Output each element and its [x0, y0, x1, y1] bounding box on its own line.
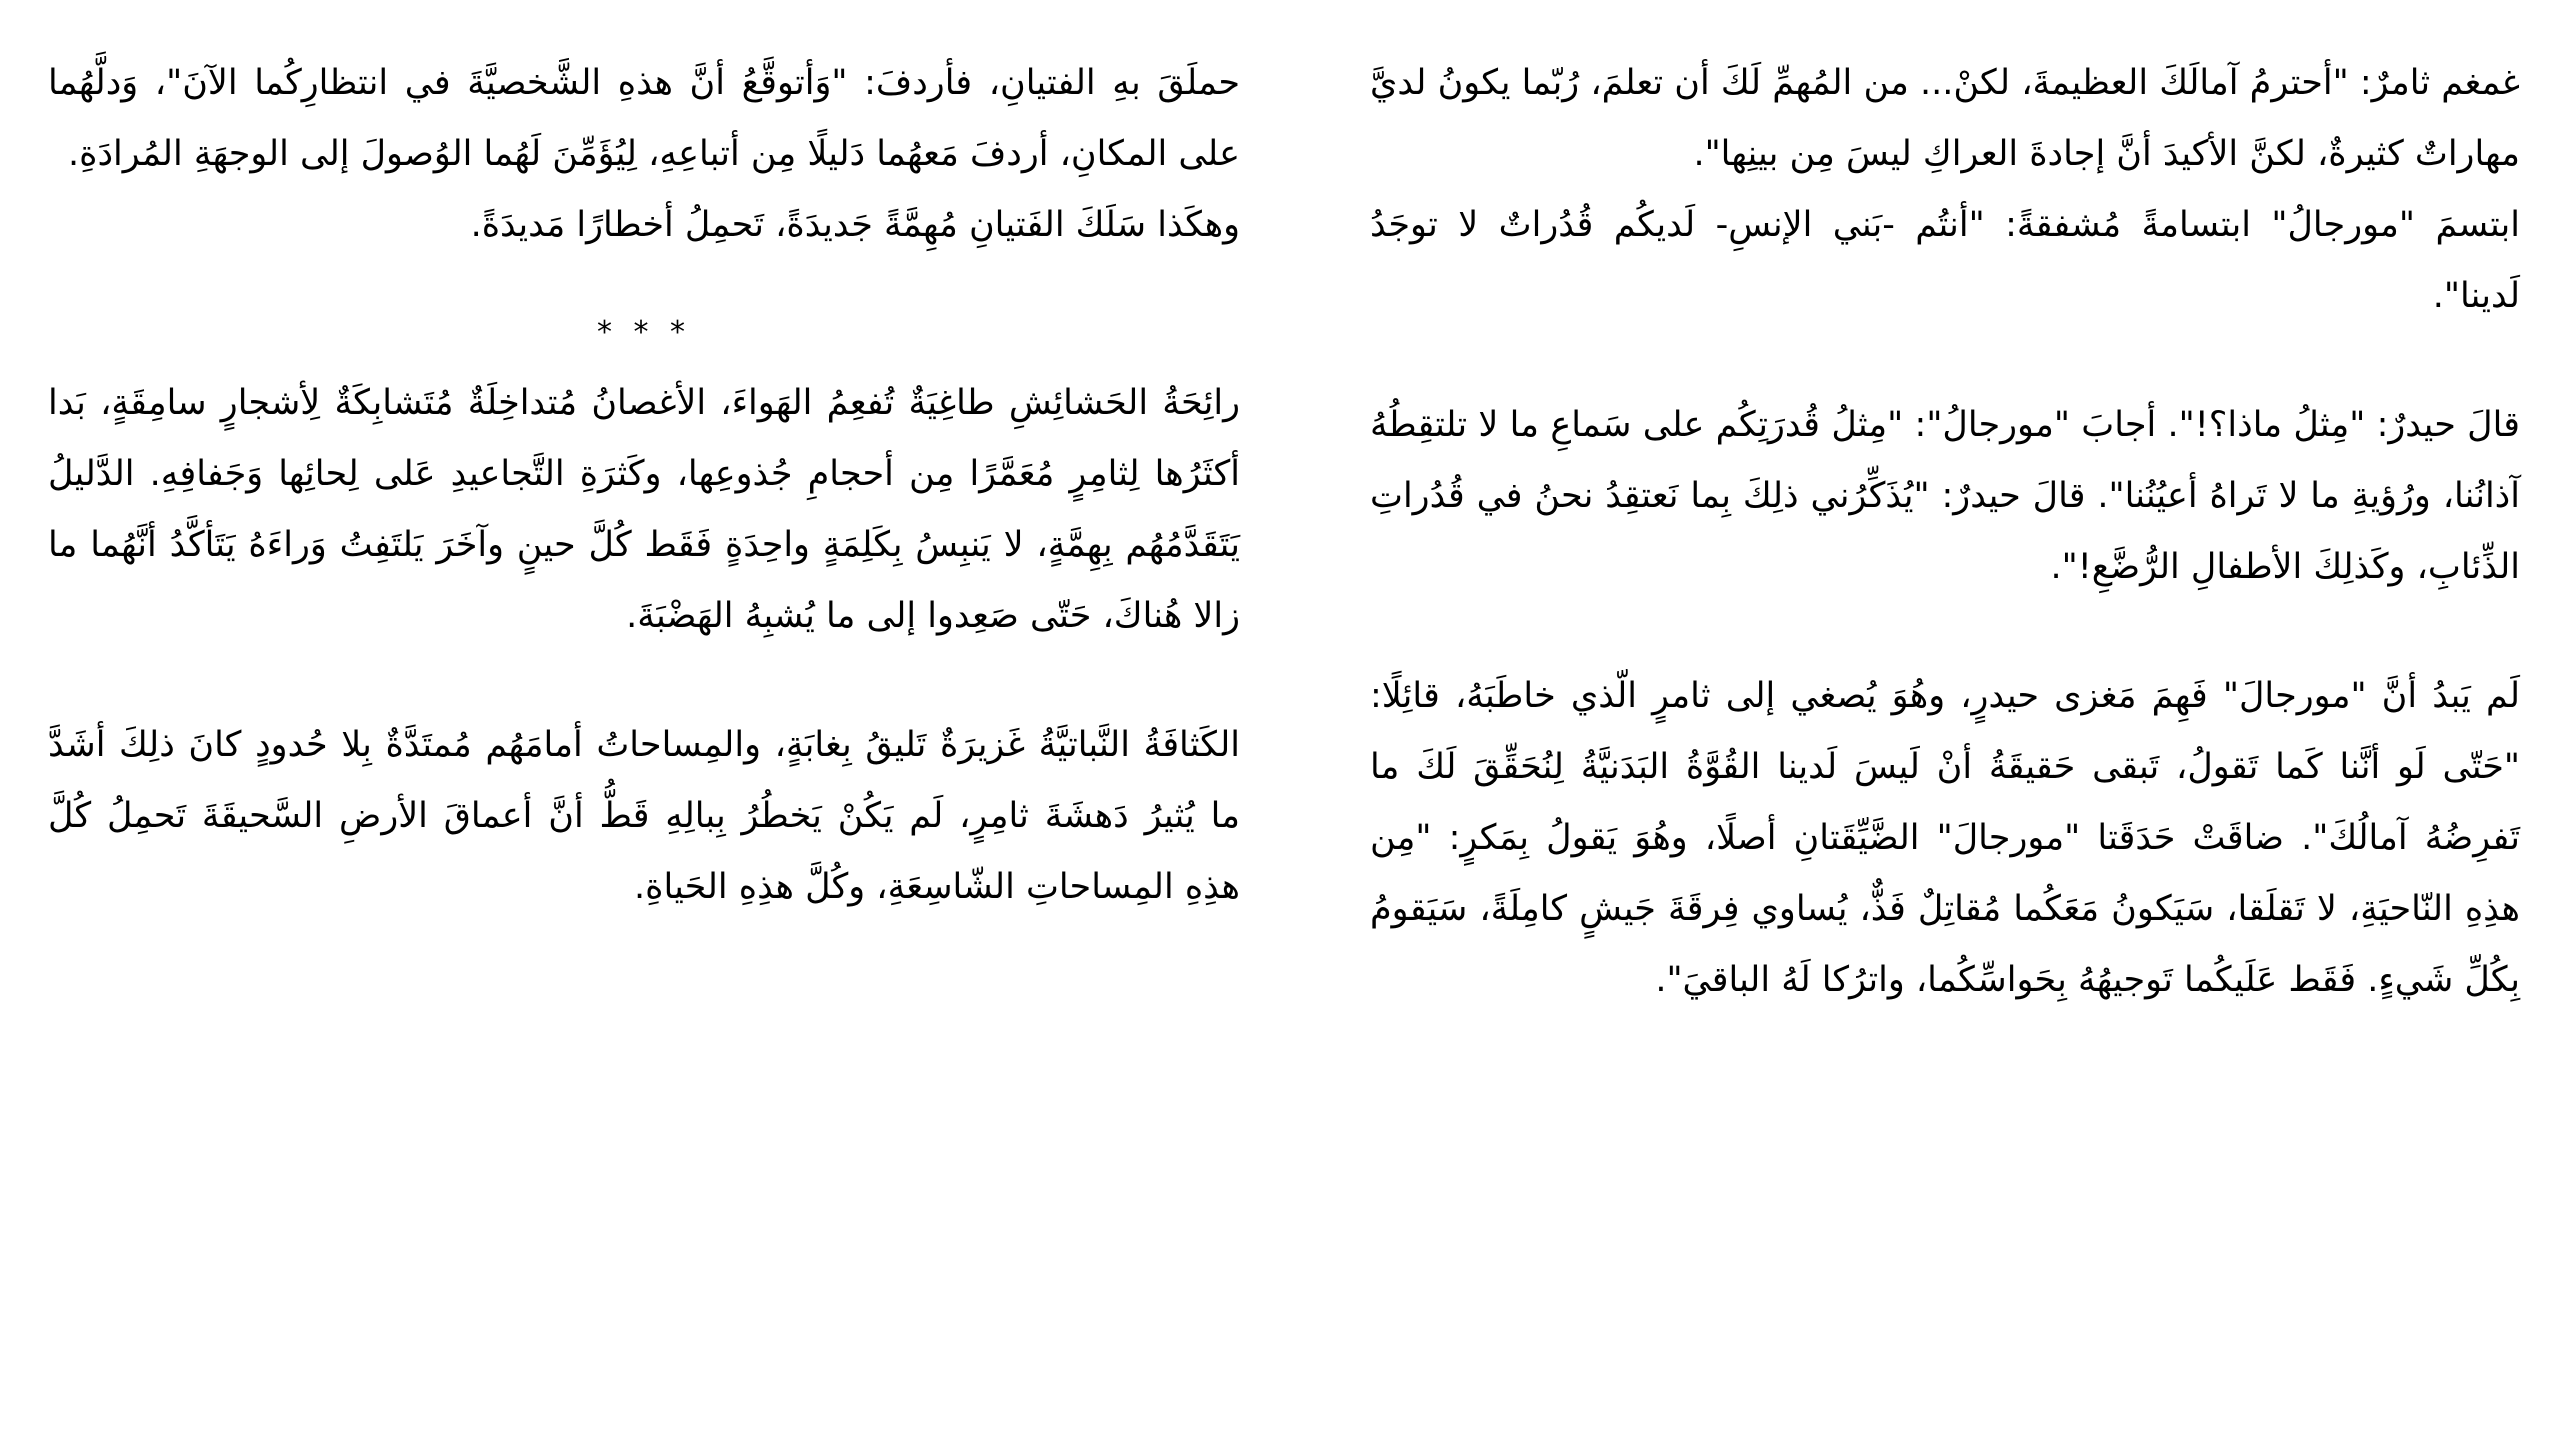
section-separator: * * *	[596, 315, 692, 350]
paragraph-spacer	[48, 261, 1240, 297]
paragraph-qala-haidar: قالَ حيدرٌ: "مِثلُ ماذا؟!". أجابَ "مورجالُ": "مِثلُ قُدرَتِكُم على سَماعِ ما لا تلتقِطُهُ آذانُنا، ورُؤيةِ ما لا تَراهُ أعيُنُنا". قالَ حيدرٌ: "يُذَكِّرُني ذلِكَ بِما نَعتقِدُ نحنُ في قُدُراتِ الذِّئابِ، وكَذلِكَ الأطفالِ الرُّضَّعِ!".	[1370, 405, 2520, 587]
paragraph-ibtasama: ابتسمَ "مورجالُ" ابتسامةً مُشفقةً: "أنتُم -بَني الإنسِ- لَديكُم قُدُراتٌ لا توجَدُ لَدينا".	[1370, 205, 2520, 316]
paragraph-spacer	[48, 652, 1240, 710]
paragraph-raihat-alhashaish: رائِحَةُ الحَشائِشِ طاغِيَةٌ تُفعِمُ الهَواءَ، الأغصانُ مُتداخِلَةٌ مُتَشابِكَةٌ لِأشجارٍ سامِقَةٍ، بَدا أكثَرُها لِثامِرٍ مُعَمَّرًا مِن أحجامِ جُذوعِها، وكَثرَةِ التَّجاعيدِ عَلى لِحائِها وَجَفافِهِ. الدَّليلُ يَتَقَدَّمُهُم بِهِمَّةٍ، لا يَنبِسُ بِكَلِمَةٍ واحِدَةٍ فَقَط كُلَّ حينٍ وآخَرَ يَلتَفِتُ وَراءَهُ يَتَأكَّدُ أنَّهُما ما زالا هُناكَ، حَتّى صَعِدوا إلى ما يُشبِهُ الهَضْبَةَ.	[48, 383, 1240, 636]
right-page	[1280, 0, 2560, 1440]
paragraph-alkathafa: الكَثافَةُ النَّباتيَّةُ غَزيرَةٌ تَليقُ بِغابَةٍ، والمِساحاتُ أمامَهُم مُمتَدَّةٌ بِلا حُدودٍ كانَ ذلِكَ أشَدَّ ما يُثيرُ دَهشَةَ ثامِرٍ، لَم يَكُنْ يَخطُرُ بِبالِهِ قَطُّ أنَّ أعماقَ الأرضِ السَّحيقَةَ تَحمِلُ كُلَّ هذِهِ المِساحاتِ الشّاسِعَةِ، وكُلَّ هذِهِ الحَياةِ.	[48, 725, 1240, 907]
paragraph-hamlaqa: حملَقَ بهِ الفتيانِ، فأردفَ: "وَأتوقَّعُ أنَّ هذهِ الشَّخصيَّةَ في انتظارِكُما الآنَ"، وَدلَّهُما على المكانِ، أردفَ مَعهُما دَليلًا مِن أتباعِهِ، لِيُؤَمِّنَ لَهُما الوُصولَ إلى الوجهَةِ المُرادَةِ.	[48, 63, 1240, 174]
paragraph-wahakadha: وهكَذا سَلَكَ الفَتيانِ مُهِمَّةً جَديدَةً، تَحمِلُ أخطارًا مَديدَةً.	[470, 205, 1240, 245]
paragraph-spacer	[1370, 332, 2520, 390]
paragraph-spacer	[1370, 603, 2520, 661]
paragraph-lam-yabdu: لَم يَبدُ أنَّ "مورجالَ" فَهِمَ مَغزى حيدرٍ، وهُوَ يُصغي إلى ثامرٍ الّذي خاطَبَهُ، قائِلًا: "حَتّى لَو أنَّنا كَما تَقولُ، تَبقى حَقيقَةُ أنْ لَيسَ لَدينا القُوَّةُ البَدَنيَّةُ لِنُحَقِّقَ لَكَ ما تَفرِضُهُ آمالُكَ". ضاقَتْ حَدَقَتا "مورجالَ" الضَّيِّقَتانِ أصلًا، وهُوَ يَقولُ بِمَكرٍ: "مِن هذِهِ النّاحيَةِ، لا تَقلَقا، سَيَكونُ مَعَكُما مُقاتِلٌ فَذٌّ، يُساوي فِرقَةَ جَيشٍ كامِلَةً، سَيَقومُ بِكُلِّ شَيءٍ. فَقَط عَلَيكُما تَوجيهُهُ بِحَواسِّكُما، واترُكا لَهُ الباقيَ".	[1370, 676, 2520, 1000]
paragraph-ghamgham: غمغم ثامرٌ: "أحترمُ آمالَكَ العظيمةَ، لكنْ... من المُهمِّ لَكَ أن تعلمَ، رُبّما يكونُ لديَّ مهاراتٌ كثيرةٌ، لكنَّ الأكيدَ أنَّ إجادةَ العراكِ ليسَ مِن بينِها".	[1370, 63, 2520, 174]
